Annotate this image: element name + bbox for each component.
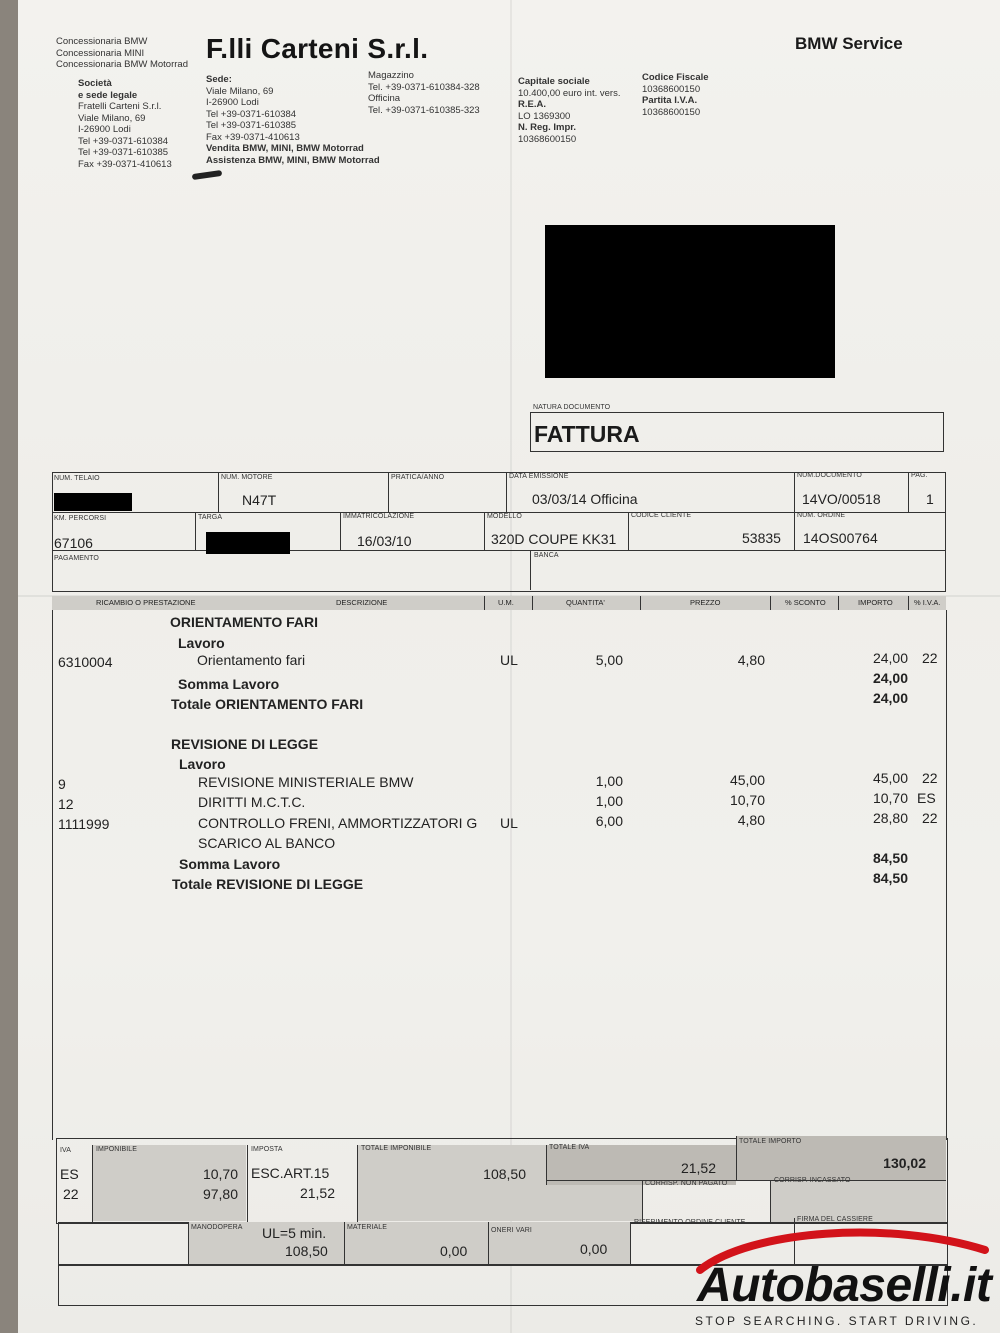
col-header-sconto: % SCONTO: [785, 598, 826, 607]
item-description: REVISIONE MINISTERIALE BMW: [198, 774, 414, 790]
imposta-value: ESC.ART.15: [251, 1165, 330, 1181]
sede-line: I-26900 Lodi: [206, 97, 259, 108]
immatricolazione-value: 16/03/10: [357, 533, 412, 549]
item-code: 12: [58, 796, 74, 812]
capitale-value: 10.400,00 euro int. vers.: [518, 87, 621, 99]
rea-title: R.E.A.: [518, 99, 546, 110]
natura-documento-label: NATURA DOCUMENTO: [533, 404, 611, 411]
fiscal-block: [642, 72, 709, 118]
concessionaria-line: Concessionaria BMW Motorrad: [56, 59, 188, 70]
item-iva: 22: [922, 770, 938, 786]
grid-line: [357, 1145, 358, 1222]
item-code: 6310004: [58, 654, 113, 670]
watermark-slogan: STOP SEARCHING. START DRIVING.: [695, 1314, 979, 1328]
officina-title: Officina: [368, 93, 401, 104]
pag-value: 1: [926, 491, 934, 507]
grid-line: [195, 512, 196, 550]
somma-lavoro-value: 24,00: [872, 670, 908, 686]
item-iva: ES: [917, 790, 936, 806]
grid-line: [488, 1222, 489, 1264]
section-total-label: Totale REVISIONE DI LEGGE: [172, 876, 364, 892]
imponibile-shade: [93, 1145, 246, 1221]
banca-label: BANCA: [534, 552, 559, 559]
vendita-line: Vendita BMW, MINI, BMW Motorrad: [206, 143, 364, 154]
grid-line: [628, 512, 629, 550]
iva-rate: 22: [63, 1186, 79, 1202]
item-amount: 10,70: [872, 790, 908, 806]
immatricolazione-label: IMMATRICOLAZIONE: [343, 513, 415, 520]
service-brand: BMW Service: [795, 34, 903, 53]
rea-value: LO 1369300: [518, 110, 571, 122]
section-total-value: 24,00: [872, 690, 908, 706]
oneri-value: 0,00: [580, 1241, 608, 1257]
grid-line: [736, 1136, 737, 1180]
item-description: Orientamento fari: [197, 652, 306, 668]
sede-title: Sede:: [206, 74, 232, 85]
grid-line: [838, 596, 839, 610]
imponibile-label: IMPONIBILE: [96, 1146, 138, 1153]
item-amount: 24,00: [872, 650, 908, 666]
grid-line: [506, 472, 507, 512]
totale-imponibile-label: TOTALE IMPONIBILE: [361, 1145, 432, 1152]
section-subtitle: Lavoro: [179, 756, 226, 772]
item-price: 45,00: [729, 772, 765, 788]
item-description-continued: SCARICO AL BANCO: [198, 835, 336, 851]
piva-title: Partita I.V.A.: [642, 95, 698, 106]
data-emissione-label: DATA EMISSIONE: [509, 473, 569, 480]
somma-lavoro-label: Somma Lavoro: [178, 676, 280, 692]
col-header-ricambio: RICAMBIO O PRESTAZIONE: [96, 598, 196, 607]
item-quantity: 6,00: [595, 813, 623, 829]
totale-iva-label: TOTALE IVA: [549, 1144, 590, 1151]
grid-line: [630, 1222, 631, 1264]
grid-line: [218, 472, 219, 512]
table-border: [946, 610, 947, 1140]
item-code: 1111999: [58, 816, 110, 832]
shade-block: [358, 1185, 642, 1221]
societa-line: Viale Milano, 69: [78, 112, 146, 124]
codice-cliente-label: CODICE CLIENTE: [631, 512, 692, 519]
sede-line: Viale Milano, 69: [206, 85, 274, 97]
item-description: DIRITTI M.C.T.C.: [198, 794, 306, 810]
materiale-label: MATERIALE: [347, 1224, 388, 1231]
col-header-descrizione: DESCRIZIONE: [336, 598, 388, 607]
totale-imponibile-value: 108,50: [483, 1166, 526, 1182]
grid-line: [642, 1180, 643, 1222]
societa-block: [78, 78, 172, 170]
societa-line: Tel +39-0371-610384: [78, 135, 169, 147]
line-item-row: [0, 812, 1000, 830]
num-motore-value: N47T: [242, 492, 277, 508]
grid-line: [546, 1180, 946, 1181]
modello-label: MODELLO: [487, 513, 522, 520]
sede-line: Tel +39-0371-610384: [206, 108, 297, 120]
sede-line: Fax +39-0371-410613: [206, 131, 300, 143]
item-code: 9: [58, 776, 66, 792]
grid-line: [794, 472, 795, 512]
section-subtitle: Lavoro: [178, 635, 225, 651]
totale-importo-value: 130,02: [883, 1155, 926, 1171]
capitale-title: Capitale sociale: [518, 76, 590, 87]
item-price: 10,70: [729, 792, 765, 808]
redacted-plate: [206, 532, 290, 554]
item-quantity: 1,00: [595, 773, 623, 789]
grid-line: [188, 1222, 189, 1264]
societa-title: e sede legale: [78, 89, 138, 101]
num-ordine-label: NUM. ORDINE: [797, 512, 846, 519]
magazzino-title: Magazzino: [368, 70, 414, 81]
col-header-iva: % I.V.A.: [914, 598, 941, 607]
concessionaria-block: [56, 36, 188, 71]
item-quantity: 5,00: [595, 652, 623, 668]
line-item-row: [0, 792, 1000, 810]
manodopera-value: 108,50: [285, 1243, 328, 1259]
societa-line: Fax +39-0371-410613: [78, 158, 172, 170]
nreg-title: N. Reg. Impr.: [518, 122, 577, 133]
iva-rate: ES: [60, 1166, 79, 1182]
km-label: KM. PERCORSI: [54, 515, 107, 522]
magazzino-tel: Tel. +39-0371-610384-328: [368, 81, 480, 93]
imposta-value: 21,52: [299, 1185, 335, 1201]
somma-lavoro-value: 84,50: [872, 850, 908, 866]
item-iva: 22: [922, 810, 938, 826]
grid-line: [908, 472, 909, 512]
col-header-importo: IMPORTO: [858, 598, 893, 607]
section-total-label: Totale ORIENTAMENTO FARI: [171, 696, 364, 712]
num-motore-label: NUM. MOTORE: [221, 474, 273, 481]
watermark-brand: Autobaselli.it: [697, 1259, 992, 1312]
line-item-row: [0, 652, 1000, 670]
km-value: 67106: [54, 535, 93, 551]
section-total-value: 84,50: [872, 870, 908, 886]
grid-line: [247, 1145, 248, 1222]
sede-line: Tel +39-0371-610385: [206, 120, 297, 131]
grid-line: [794, 512, 795, 550]
num-documento-label: NUM.DOCUMENTO: [797, 472, 862, 479]
capitale-block: [518, 76, 620, 145]
grid-line: [530, 550, 531, 590]
grid-line: [770, 1180, 771, 1222]
item-price: 4,80: [737, 652, 765, 668]
assistenza-line: Assistenza BMW, MINI, BMW Motorrad: [206, 154, 380, 166]
grid-line: [344, 1222, 345, 1264]
imposta-label: IMPOSTA: [251, 1146, 283, 1153]
societa-line: Fratelli Carteni S.r.l.: [78, 101, 162, 112]
redacted-vin: [54, 493, 132, 511]
manodopera-um: UL=5 min.: [262, 1225, 327, 1241]
grid-line: [532, 596, 533, 610]
codice-cliente-value: 53835: [742, 530, 781, 546]
concessionaria-line: Concessionaria MINI: [56, 47, 145, 59]
cf-title: Codice Fiscale: [642, 72, 709, 83]
somma-lavoro-label: Somma Lavoro: [179, 856, 281, 872]
pag-label: PAG.: [911, 472, 928, 479]
imponibile-value: 10,70: [202, 1166, 238, 1182]
redacted-customer-block: [545, 225, 835, 378]
grid-line: [908, 596, 909, 610]
grid-line: [546, 1145, 547, 1185]
manodopera-label: MANODOPERA: [191, 1224, 243, 1231]
officina-tel: Tel. +39-0371-610385-323: [368, 104, 480, 116]
targa-label: TARGA: [198, 514, 223, 521]
imponibile-value: 97,80: [202, 1186, 238, 1202]
materiale-value: 0,00: [440, 1243, 468, 1259]
concessionaria-line: Concessionaria BMW: [56, 36, 148, 47]
grid-line: [484, 512, 485, 550]
grid-line: [388, 472, 389, 512]
num-documento-value: 14VO/00518: [802, 491, 881, 507]
section-title: ORIENTAMENTO FARI: [170, 614, 319, 630]
col-header-um: U.M.: [498, 598, 514, 607]
grid-line: [340, 512, 341, 550]
item-description: CONTROLLO FRENI, AMMORTIZZATORI G: [198, 815, 478, 831]
item-um: UL: [500, 815, 518, 831]
societa-line: Tel +39-0371-610385: [78, 147, 169, 158]
grid-line: [640, 596, 641, 610]
num-telaio-label: NUM. TELAIO: [54, 475, 100, 482]
document-type: FATTURA: [534, 421, 640, 447]
magazzino-block: [368, 70, 480, 116]
piva-value: 10368600150: [642, 106, 701, 118]
pratica-label: PRATICA/ANNO: [391, 474, 445, 481]
societa-line: I-26900 Lodi: [78, 124, 131, 135]
modello-value: 320D COUPE KK31: [491, 531, 617, 547]
societa-title: Società: [78, 78, 112, 89]
grid-line: [92, 1145, 93, 1222]
item-um: UL: [500, 652, 518, 668]
totale-iva-value: 21,52: [680, 1160, 716, 1176]
line-item-row: [0, 772, 1000, 790]
company-name: F.lli Carteni S.r.l.: [206, 33, 429, 64]
section-title: REVISIONE DI LEGGE: [171, 736, 319, 752]
num-ordine-value: 14OS00764: [803, 530, 878, 546]
sede-block: [206, 74, 380, 166]
oneri-label: ONERI VARI: [491, 1227, 532, 1234]
col-header-prezzo: PREZZO: [690, 598, 721, 607]
item-price: 4,80: [737, 812, 765, 828]
iva-label: IVA: [60, 1147, 72, 1154]
item-amount: 28,80: [872, 810, 908, 826]
data-emissione-value: 03/03/14 Officina: [532, 491, 638, 507]
corrisp-non-pagato-label: CORRISP. NON PAGATO: [645, 1180, 728, 1187]
nreg-value: 10368600150: [518, 133, 577, 145]
item-quantity: 1,00: [595, 793, 623, 809]
totale-importo-label: TOTALE IMPORTO: [739, 1138, 802, 1145]
grid-line: [770, 596, 771, 610]
grid-line: [52, 550, 946, 551]
item-amount: 45,00: [872, 770, 908, 786]
rif-ordine-label: RIFERIMENTO ORDINE CLIENTE: [634, 1219, 746, 1226]
table-border: [52, 610, 53, 1140]
item-iva: 22: [922, 650, 938, 666]
col-header-quantita: QUANTITA': [566, 598, 605, 607]
cf-value: 10368600150: [642, 83, 701, 95]
firma-cassiere-label: FIRMA DEL CASSIERE: [797, 1216, 873, 1223]
grid-line: [484, 596, 485, 610]
pagamento-label: PAGAMENTO: [54, 555, 99, 562]
corrisp-incassato-label: CORRISP. INCASSATO: [774, 1177, 851, 1184]
